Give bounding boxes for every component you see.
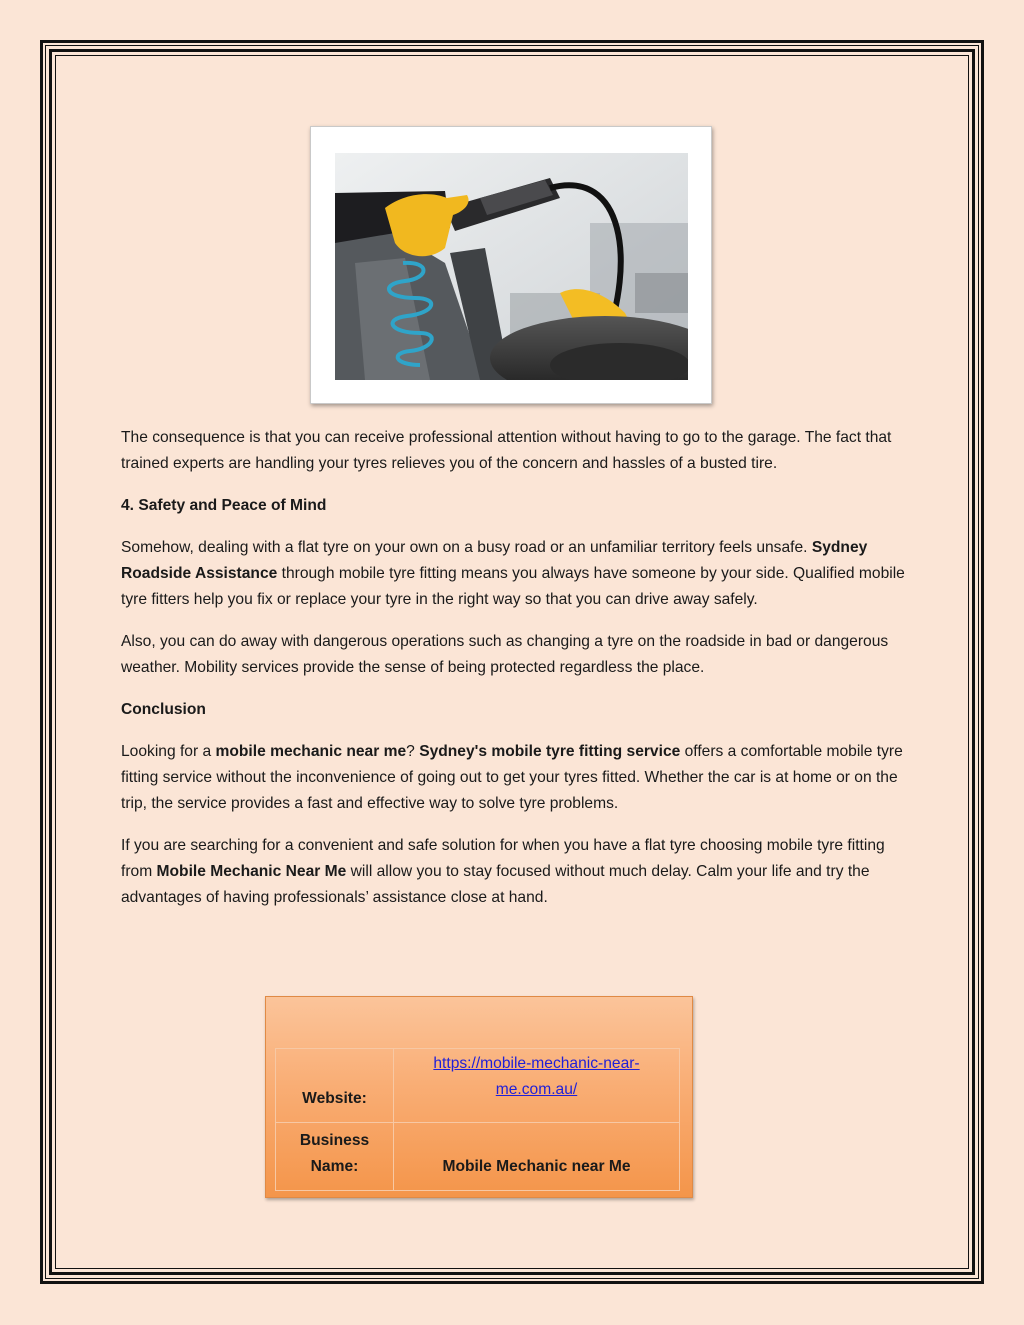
business-name: Mobile Mechanic near Me	[394, 1123, 680, 1191]
website-label: Website:	[276, 1049, 394, 1123]
paragraph-looking-for	[121, 739, 911, 817]
sydney-roadside-assistance-bold: Sydney Roadside Assistance	[121, 539, 868, 582]
business-label	[276, 1123, 394, 1191]
paragraph-looking-question: ?	[406, 743, 420, 760]
mobile-mechanic-near-me-brand-bold: Mobile Mechanic Near Me	[156, 863, 347, 880]
sydney-tyre-fitting-bold: Sydney's mobile tyre fitting service	[419, 743, 681, 760]
heading-conclusion	[121, 697, 911, 723]
business-label-line1: Business	[299, 1132, 370, 1149]
paragraph-searching-text-b: will allow you to stay focused without much delay. Calm your life and try the advantages of having professionals’ assistance close at hand.	[121, 863, 870, 906]
paragraph-safety-text-a: Somehow, dealing with a flat tyre on your own on a busy road or an unfamiliar territory feels unsafe.	[121, 539, 812, 556]
paragraph-searching	[121, 833, 911, 911]
paragraph-consequence	[121, 425, 911, 477]
website-link[interactable]	[433, 1055, 639, 1098]
paragraph-looking-text-b: offers a comfortable mobile tyre fitting service without the inconvenience of going out to get your tyres fitted. Whether the car is at home or on the trip, the service provides a fast and effective way to solve tyre problems.	[121, 743, 903, 812]
business-label-line2: Name:	[310, 1158, 359, 1175]
contact-table	[275, 1048, 680, 1191]
website-link-line1: https://mobile-mechanic-near-	[433, 1055, 640, 1072]
website-link-line2: me.com.au/	[495, 1081, 578, 1098]
paragraph-looking-text-a: Looking for a	[121, 743, 216, 760]
business-row	[276, 1123, 680, 1191]
mobile-mechanic-near-me-bold: mobile mechanic near me	[215, 743, 407, 760]
heading-safety	[121, 493, 911, 519]
paragraph-weather	[121, 629, 911, 681]
website-row	[276, 1049, 680, 1123]
contact-info-box	[265, 996, 693, 1198]
article-body	[121, 425, 911, 927]
paragraph-consequence-text: The consequence is that you can receive professional attention without having to go to the garage. The fact that trained experts are handling your tyres relieves you of the concern and hassles of a busted tire.	[121, 429, 892, 472]
paragraph-weather-text: Also, you can do away with dangerous operations such as changing a tyre on the roadside in bad or dangerous weather. Mobility services provide the sense of being protected regardless the place.	[121, 633, 889, 676]
paragraph-safety	[121, 535, 911, 613]
paragraph-searching-text-a: If you are searching for a convenient and safe solution for when you have a flat tyre choosing mobile tyre fitting from	[121, 837, 885, 880]
heading-conclusion-text: Conclusion	[121, 701, 206, 718]
website-cell	[394, 1049, 680, 1123]
heading-safety-text: 4. Safety and Peace of Mind	[121, 497, 327, 514]
paragraph-safety-text-b: through mobile tyre fitting means you always have someone by your side. Qualified mobile tyre fitters help you fix or replace your tyre in the right way so that you can drive away safely.	[121, 565, 905, 608]
photo-frame	[310, 126, 712, 404]
mechanic-inflating-tyre-photo	[335, 153, 688, 380]
